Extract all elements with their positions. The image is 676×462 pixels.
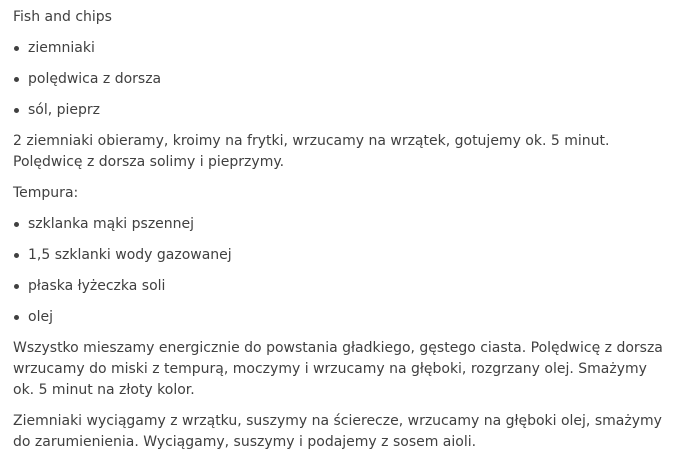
instruction-paragraph-3: Ziemniaki wyciągamy z wrzątku, suszymy na ścierecze, wrzucamy na głęboki olej, smażymy do zarumienienia. Wyciągamy, suszymy i podajemy z sosem aioli. [13, 413, 662, 450]
list-item: sól, pieprz [13, 100, 676, 121]
ingredient-list-tempura [13, 214, 676, 328]
list-item: olej [13, 307, 676, 328]
ingredient-list-main [13, 38, 676, 121]
list-item: polędwica z dorsza [13, 69, 676, 90]
recipe-title: Fish and chips [13, 9, 112, 25]
list-item: 1,5 szklanki wody gazowanej [13, 245, 676, 266]
list-item: szklanka mąki pszennej [13, 214, 676, 235]
tempura-label: Tempura: [13, 185, 79, 201]
instruction-paragraph-1: 2 ziemniaki obieramy, kroimy na frytki, wrzucamy na wrzątek, gotujemy ok. 5 minut. Polędwicę z dorsza solimy i pieprzymy. [13, 133, 610, 170]
list-item: ziemniaki [13, 38, 676, 59]
instruction-paragraph-2: Wszystko mieszamy energicznie do powstania gładkiego, gęstego ciasta. Polędwicę z dorsza wrzucamy do miski z tempurą, moczymy i wrzucamy na głęboki, rozgrzany olej. Smażymy ok. 5 minut na złoty kolor. [13, 340, 663, 398]
list-item: płaska łyżeczka soli [13, 276, 676, 297]
